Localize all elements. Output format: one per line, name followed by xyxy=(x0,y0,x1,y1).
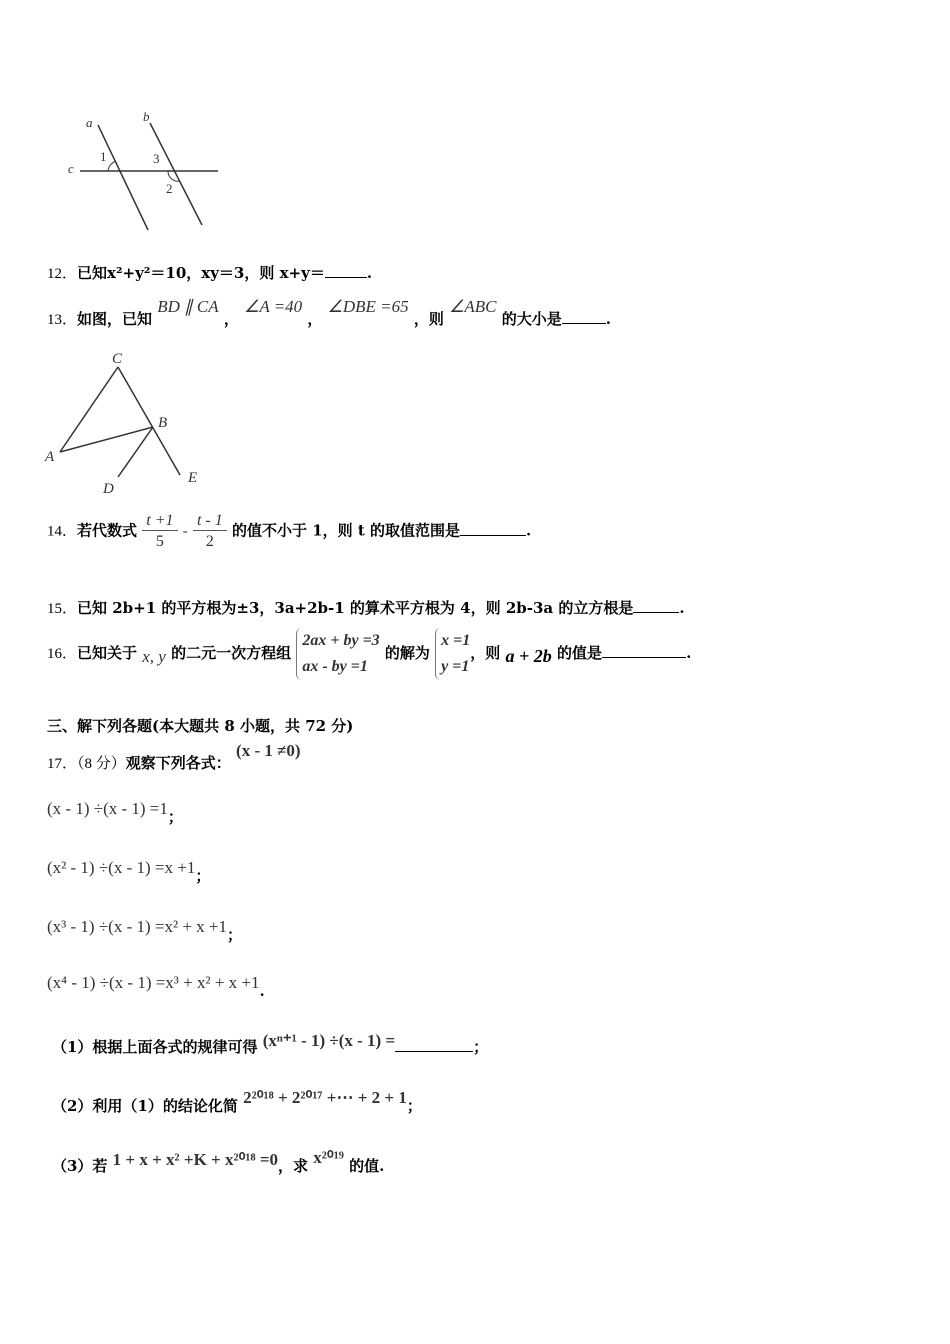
question-number: 15． xyxy=(47,601,78,617)
label-a: a xyxy=(86,115,93,130)
target-angle-abc: ∠ABC xyxy=(449,297,497,316)
sum-expression: 2²⁰¹⁸ + 2²⁰¹⁷ +⋯ + 2 + 1 xyxy=(243,1088,407,1107)
parallel-lines-figure xyxy=(60,105,230,235)
equation-system: 2ax + by =3 ax - by =1 xyxy=(296,628,379,680)
question-number: 17． xyxy=(47,756,78,772)
answer-blank[interactable] xyxy=(460,521,526,536)
question-17-part-2: （2）利用（1）的结论化简 2²⁰¹⁸ + 2²⁰¹⁷ +⋯ + 2 + 1； xyxy=(52,1088,422,1115)
section-heading: 三、解下列各题(本大题共 8 小题，共 72 分) xyxy=(47,717,354,735)
question-13: 13．如图，已知 BD ∥ CA ， ∠A =40 ， ∠DBE =65 ，则 ∠ABC 的大小是 . xyxy=(47,297,611,328)
condition-parallel: BD ∥ CA xyxy=(157,297,219,316)
fraction-1: $\frac{t +1}{5}$ xyxy=(142,512,177,551)
condition-angle-a: ∠A =40 xyxy=(244,297,303,316)
question-12-equation: x²+y²＝10，xy＝3，则 x+y＝ xyxy=(107,264,325,282)
question-12: 12．已知x²+y²＝10，xy＝3，则 x+y＝ . xyxy=(47,264,373,282)
question-17-part-1: （1）根据上面各式的规律可得 (xⁿ⁺¹ - 1) ÷(x - 1) = ； xyxy=(52,1031,489,1056)
question-14: 14．若代数式 $\frac{t +1}{5}$ - $\frac{t - 1}{2}$ 的值不小于 1，则 t 的取值范围是 . xyxy=(47,512,532,550)
question-number: 14． xyxy=(47,523,78,540)
fraction-2: $\frac{t - 1}{2}$ xyxy=(193,512,227,551)
answer-blank[interactable] xyxy=(633,598,679,613)
condition: (x - 1 ≠0) xyxy=(236,741,301,760)
expression: a + 2b xyxy=(505,646,552,666)
question-number: 16． xyxy=(47,646,78,662)
label-2: 2 xyxy=(166,181,173,196)
answer-blank[interactable] xyxy=(395,1037,473,1052)
equation-line-2: (x² - 1) ÷(x - 1) =x +1； xyxy=(47,858,211,885)
answer-blank[interactable] xyxy=(562,309,606,324)
question-17-part-3: （3）若 1 + x + x² +K + x²⁰¹⁸ =0，求 x²⁰¹⁹ 的值. xyxy=(52,1148,385,1175)
variables: x, y xyxy=(142,647,166,666)
label-D: D xyxy=(103,481,114,497)
answer-blank[interactable] xyxy=(325,263,367,278)
question-17-heading: 17．（8 分）观察下列各式： (x - 1 ≠0) xyxy=(47,741,301,772)
equation-line-3: (x³ - 1) ÷(x - 1) =x² + x +1； xyxy=(47,917,243,944)
equation-line-4: (x⁴ - 1) ÷(x - 1) =x³ + x² + x +1. xyxy=(47,973,265,1000)
label-A: A xyxy=(45,449,55,465)
label-B: B xyxy=(158,415,168,431)
polynomial-equation: 1 + x + x² +K + x²⁰¹⁸ =0 xyxy=(112,1150,279,1169)
answer-blank[interactable] xyxy=(602,643,686,658)
label-b: b xyxy=(143,109,150,124)
question-number: 12． xyxy=(47,266,78,282)
label-C: C xyxy=(112,351,123,367)
triangle-figure xyxy=(40,345,210,505)
score: （8 分） xyxy=(77,756,126,772)
label-1: 1 xyxy=(100,149,107,164)
question-16: 16．已知关于 x, y 的二元一次方程组 2ax + by =3 ax - by =1 的解为 x =1 y =1 ，则 a + 2b 的值是 . xyxy=(47,628,691,680)
question-number: 13． xyxy=(47,312,78,328)
condition-angle-dbe: ∠DBE =65 xyxy=(327,297,409,316)
equation-line-1: (x - 1) ÷(x - 1) =1； xyxy=(47,799,183,826)
label-E: E xyxy=(188,470,198,486)
solution-system: x =1 y =1 xyxy=(435,628,470,680)
target-power: x²⁰¹⁹ xyxy=(313,1148,344,1167)
question-15: 15．已知 2b+1 的平方根为±3，3a+2b-1 的算术平方根为 4，则 2b-3a 的立方根是 . xyxy=(47,599,685,617)
general-formula: (xⁿ⁺¹ - 1) ÷(x - 1) = xyxy=(262,1031,396,1050)
label-c: c xyxy=(68,161,74,176)
label-3: 3 xyxy=(153,151,160,166)
